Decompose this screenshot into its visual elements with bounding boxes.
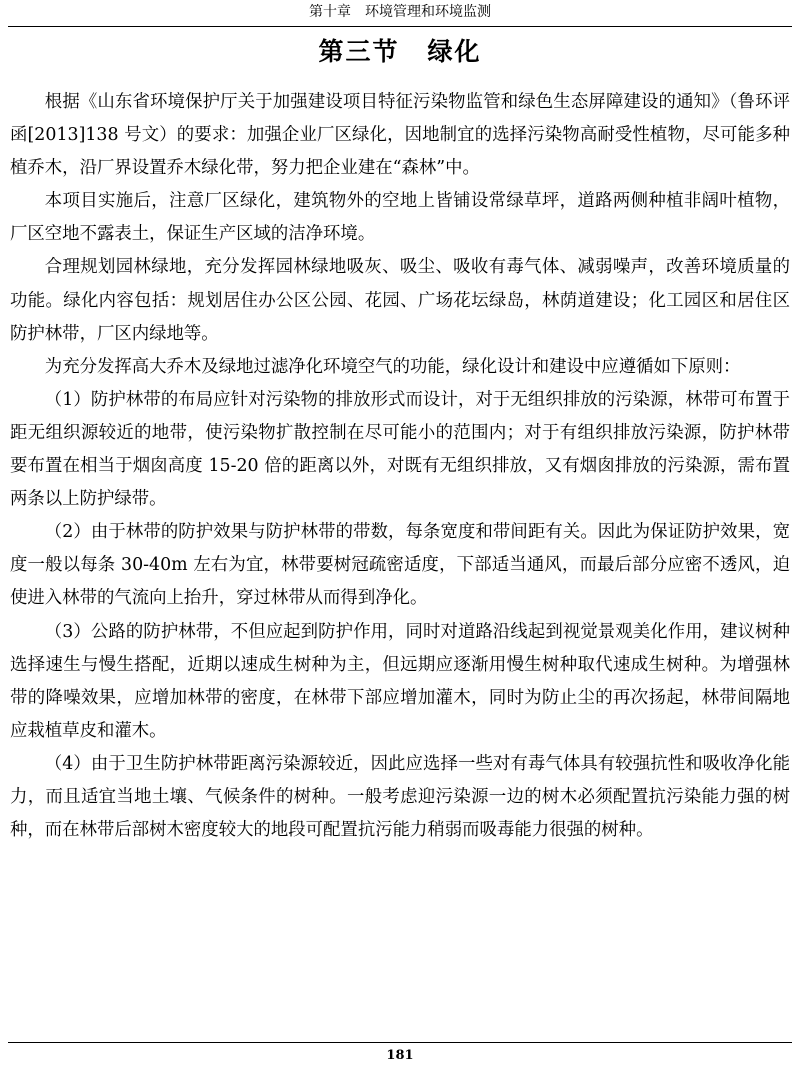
paragraph-principle-3: （3）公路的防护林带，不但应起到防护作用，同时对道路沿线起到视觉景观美化作用，建议树种选择速生与慢生搭配，近期以速成生树种为主，但远期应逐渐用慢生树种取代速成生树种。为增强林带的降噪效果，应增加林带的密度，在林带下部应增加灌木，同时为防止尘的再次扬起，林带间隔地应栽植草皮和灌木。 [10,621,790,741]
section-number: 第三节 [318,37,400,66]
page-number: 181 [386,1048,414,1063]
section-title [0,30,800,74]
paragraph-principle-2: （2）由于林带的防护效果与防护林带的带数，每条宽度和带间距有关。因此为保证防护效果，宽度一般以每条 30-40m 左右为宜，林带要树冠疏密适度，下部适当通风，而最后部分应密不透风，迫使进入林带的气流向上抬升，穿过林带从而得到净化。 [10,522,790,609]
footer-divider [8,1042,792,1043]
running-header: 第十章 环境管理和环境监测 [309,4,491,20]
paragraph-principle-1: （1）防护林带的布局应针对污染物的排放形式而设计，对于无组织排放的污染源，林带可布置于距无组织源较近的地带，使污染物扩散控制在尽可能小的范围内；对于有组织排放污染源，防护林带要布置在相当于烟囱高度 15-20 倍的距离以外，对既有无组织排放，又有烟囱排放的污染源，需布置两条以上防护绿带。 [10,389,790,510]
header-divider [8,26,792,27]
paragraph-principle-4: （4）由于卫生防护林带距离污染源较近，因此应选择一些对有毒气体具有较强抗性和吸收净化能力，而且适宜当地土壤、气候条件的树种。一般考虑迎污染源一边的树木必须配置抗污染能力强的树种，而在林带后部树木密度较大的地段可配置抗污能力稍弱而吸毒能力很强的树种。 [10,753,790,841]
section-heading: 绿化 [427,37,482,66]
paragraph-implementation: 本项目实施后，注意厂区绿化，建筑物外的空地上皆铺设常绿草坪，道路两侧种植非阔叶植物，厂区空地不露表土，保证生产区域的洁净环境。 [10,191,790,245]
paragraph-intro: 根据《山东省环境保护厅关于加强建设项目特征污染物监管和绿色生态屏障建设的通知》（鲁环评函[2013]138 号文）的要求：加强企业厂区绿化，因地制宜的选择污染物高耐受性植物，尽可能多种植乔木，沿厂界设置乔木绿化带，努力把企业建在“森林”中。 [10,92,790,179]
paragraph-planning: 合理规划园林绿地，充分发挥园林绿地吸灰、吸尘、吸收有毒气体、减弱噪声，改善环境质量的功能。绿化内容包括：规划居住办公区公园、花园、广场花坛绿岛，林荫道建设；化工园区和居住区防护林带，厂区内绿地等。 [10,257,790,344]
body-text [10,86,790,847]
paragraph-principles-lead: 为充分发挥高大乔木及绿地过滤净化环境空气的功能，绿化设计和建设中应遵循如下原则： [44,356,741,377]
